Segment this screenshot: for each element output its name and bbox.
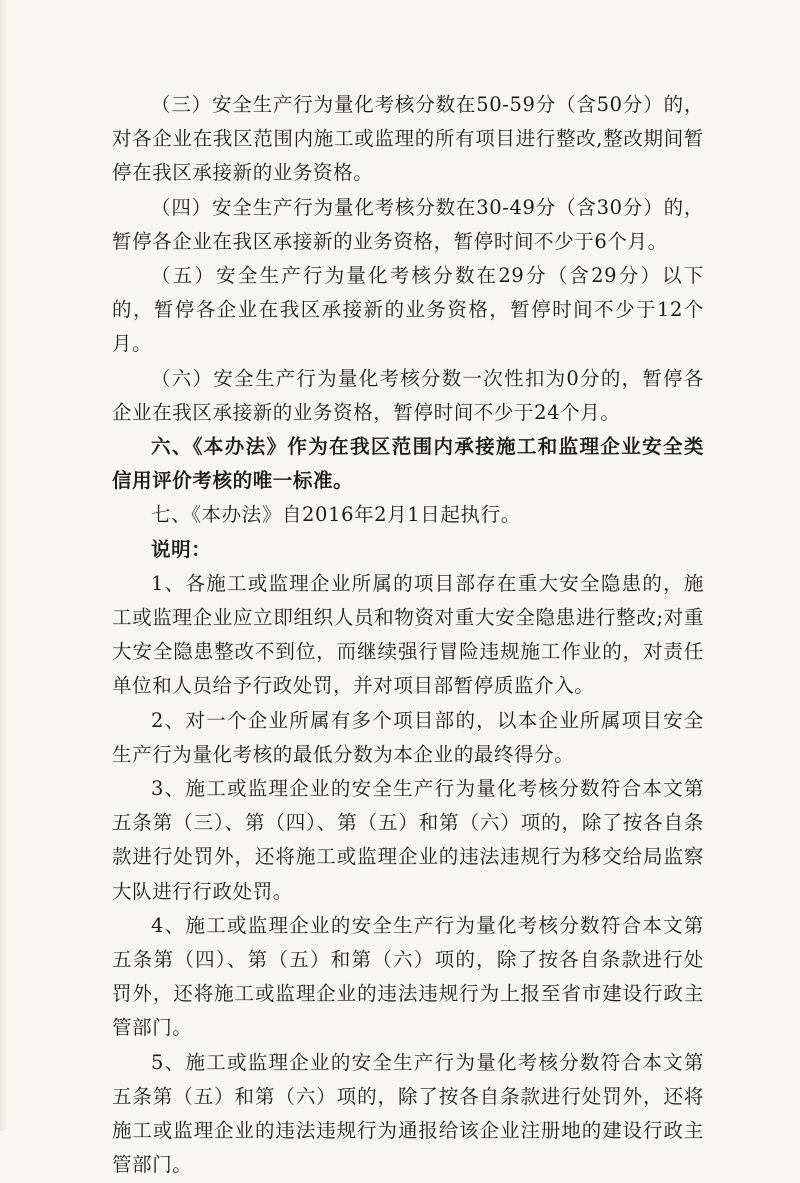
note-4: 4、施工或监理企业的安全生产行为量化考核分数符合本文第五条第（四）、第（五）和第（六）项的，除了按各自条款进行处罚外，还将施工或监理企业的违法违规行为上报至省市建设行政主管部门。: [112, 913, 704, 1040]
note-2: 2、对一个企业所属有多个项目部的，以本企业所属项目安全生产行为量化考核的最低分数为本企业的最终得分。: [112, 708, 704, 766]
note-3: 3、施工或监理企业的安全生产行为量化考核分数符合本文第五条第（三）、第（四）、第（五）和第（六）项的，除了按各自条款进行处罚外，还将施工或监理企业的违法违规行为移交给局监察大队进行行政处罚。: [112, 777, 704, 903]
clause-5-3: （三）安全生产行为量化考核分数在50-59分（含50分）的，对各企业在我区范围内施工或监理的所有项目进行整改,整改期间暂停在我区承接新的业务资格。: [112, 93, 704, 185]
notes-heading: 说明：: [151, 537, 212, 561]
clause-5-5: （五）安全生产行为量化考核分数在29分（含29分）以下的，暂停各企业在我区承接新的业务资格，暂停时间不少于12个月。: [112, 264, 704, 356]
article-6: 六、《本办法》作为在我区范围内承接施工和监理企业安全类信用评价考核的唯一标准。: [112, 435, 704, 493]
clause-5-4: （四）安全生产行为量化考核分数在30-49分（含30分）的，暂停各企业在我区承接新的业务资格，暂停时间不少于6个月。: [112, 195, 704, 253]
note-1: 1、各施工或监理企业所属的项目部存在重大安全隐患的，施工或监理企业应立即组织人员和物资对重大安全隐患进行整改;对重大安全隐患整改不到位，而继续强行冒险违规施工作业的，对责任单位和人员给予行政处罚，并对项目部暂停质监介入。: [112, 571, 704, 698]
clause-5-6: （六）安全生产行为量化考核分数一次性扣为0分的，暂停各企业在我区承接新的业务资格，暂停时间不少于24个月。: [112, 366, 704, 424]
note-5: 5、施工或监理企业的安全生产行为量化考核分数符合本文第五条第（五）和第（六）项的，除了按各自条款进行处罚外，还将施工或监理企业的违法违规行为通报给该企业注册地的建设行政主管部门。: [112, 1050, 704, 1177]
article-7: 七、《本办法》自2016年2月1日起执行。: [151, 503, 521, 527]
